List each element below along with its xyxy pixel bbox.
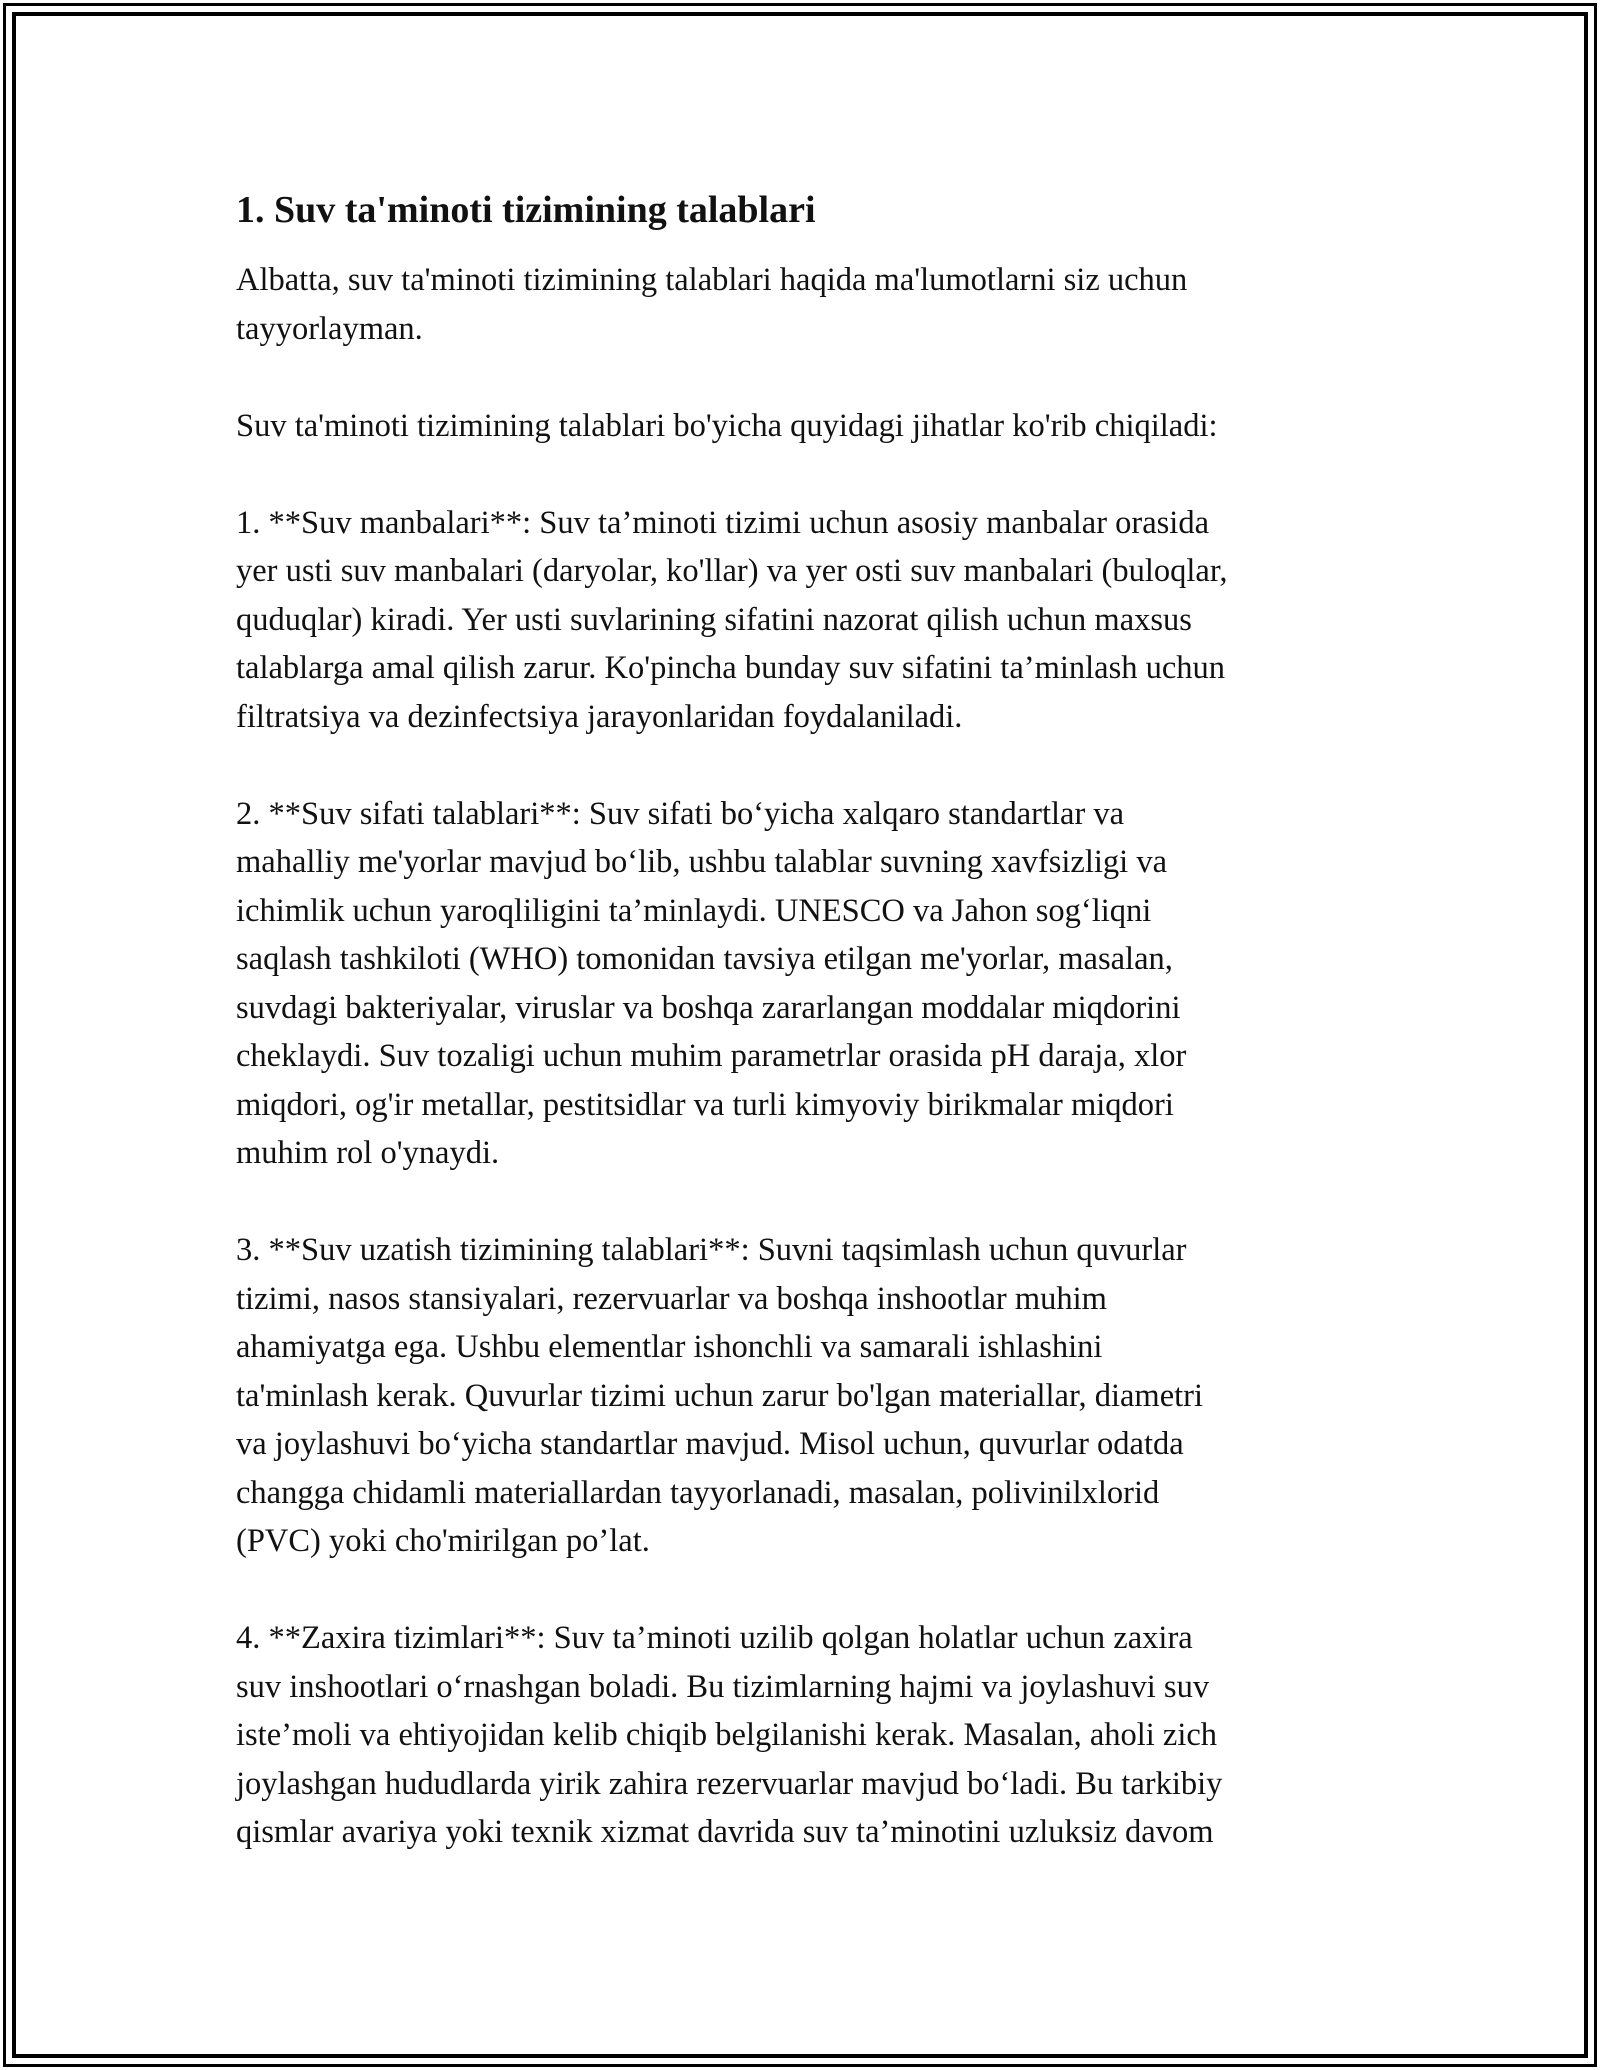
text-line: 3. **Suv uzatish tizimining talablari**: Suvni taqsimlash uchun quvurlar xyxy=(236,1232,1187,1268)
paragraph-item-1 xyxy=(236,499,1376,742)
text-line: iste’moli va ehtiyojidan kelib chiqib belgilanishi kerak. Masalan, aholi zich xyxy=(236,1717,1218,1753)
text-line: muhim rol o'ynaydi. xyxy=(236,1135,500,1171)
paragraph-lead xyxy=(236,402,1376,451)
text-line: quduqlar) kiradi. Yer usti suvlarining sifatini nazorat qilish uchun maxsus xyxy=(236,601,1192,638)
text-line: filtratsiya va dezinfectsiya jarayonlaridan foydalaniladi. xyxy=(236,698,963,735)
section-heading: 1. Suv ta'minoti tizimining talablari xyxy=(236,189,816,231)
text-line: suvdagi bakteriyalar, viruslar va boshqa zararlangan moddalar miqdorini xyxy=(236,989,1181,1026)
text-line: ta'minlash kerak. Quvurlar tizimi uchun zarur bo'lgan materiallar, diametri xyxy=(236,1377,1204,1414)
text-line: (PVC) yoki cho'mirilgan po’lat. xyxy=(236,1523,650,1559)
text-line: qismlar avariya yoki texnik xizmat davrida suv ta’minotini uzluksiz davom xyxy=(236,1814,1214,1850)
text-line: tizimi, nasos stansiyalari, rezervuarlar va boshqa inshootlar muhim xyxy=(236,1280,1107,1317)
text-line: suv inshootlari o‘rnashgan boladi. Bu tizimlarning hajmi va joylashuvi suv xyxy=(236,1668,1210,1705)
text-line: changga chidamli materiallardan tayyorlanadi, masalan, polivinilxlorid xyxy=(236,1474,1160,1511)
text-line: cheklaydi. Suv tozaligi uchun muhim parametrlar orasida pH daraja, xlor xyxy=(236,1038,1187,1074)
paragraph-intro xyxy=(236,256,1376,353)
text-line: yer usti suv manbalari (daryolar, ko'llar) va yer osti suv manbalari (buloqlar, xyxy=(236,553,1228,589)
text-line: mahalliy me'yorlar mavjud bo‘lib, ushbu talablar suvning xavfsizligi va xyxy=(236,844,1167,880)
paragraph-item-2 xyxy=(236,790,1376,1178)
text-line: tayyorlayman. xyxy=(236,310,423,347)
text-line: 4. **Zaxira tizimlari**: Suv ta’minoti uzilib qolgan holatlar uchun zaxira xyxy=(236,1620,1193,1656)
text-line: Albatta, suv ta'minoti tizimining talablari haqida ma'lumotlarni siz uchun xyxy=(236,262,1188,298)
document-body xyxy=(236,186,1376,1905)
text-line: Suv ta'minoti tizimining talablari bo'yicha quyidagi jihatlar ko'rib chiqiladi: xyxy=(236,407,1218,444)
text-line: ichimlik uchun yaroqliligini ta’minlaydi. UNESCO va Jahon sog‘liqni xyxy=(236,892,1152,929)
paragraph-item-4 xyxy=(236,1614,1376,1857)
paragraph-item-3 xyxy=(236,1226,1376,1566)
text-line: 2. **Suv sifati talablari**: Suv sifati bo‘yicha xalqaro standartlar va xyxy=(236,795,1125,832)
text-line: saqlash tashkiloti (WHO) tomonidan tavsiya etilgan me'yorlar, masalan, xyxy=(236,941,1173,977)
text-line: ahamiyatga ega. Ushbu elementlar ishonchli va samarali ishlashini xyxy=(236,1329,1103,1365)
text-line: 1. **Suv manbalari**: Suv ta’minoti tizimi uchun asosiy manbalar orasida xyxy=(236,504,1210,541)
text-line: miqdori, og'ir metallar, pestitsidlar va turli kimyoviy birikmalar miqdori xyxy=(236,1086,1174,1123)
text-line: talablarga amal qilish zarur. Ko'pincha bunday suv sifatini ta’minlash uchun xyxy=(236,650,1226,686)
text-line: va joylashuvi bo‘yicha standartlar mavjud. Misol uchun, quvurlar odatda xyxy=(236,1426,1184,1462)
text-line: joylashgan hududlarda yirik zahira rezervuarlar mavjud bo‘ladi. Bu tarkibiy xyxy=(236,1765,1223,1802)
